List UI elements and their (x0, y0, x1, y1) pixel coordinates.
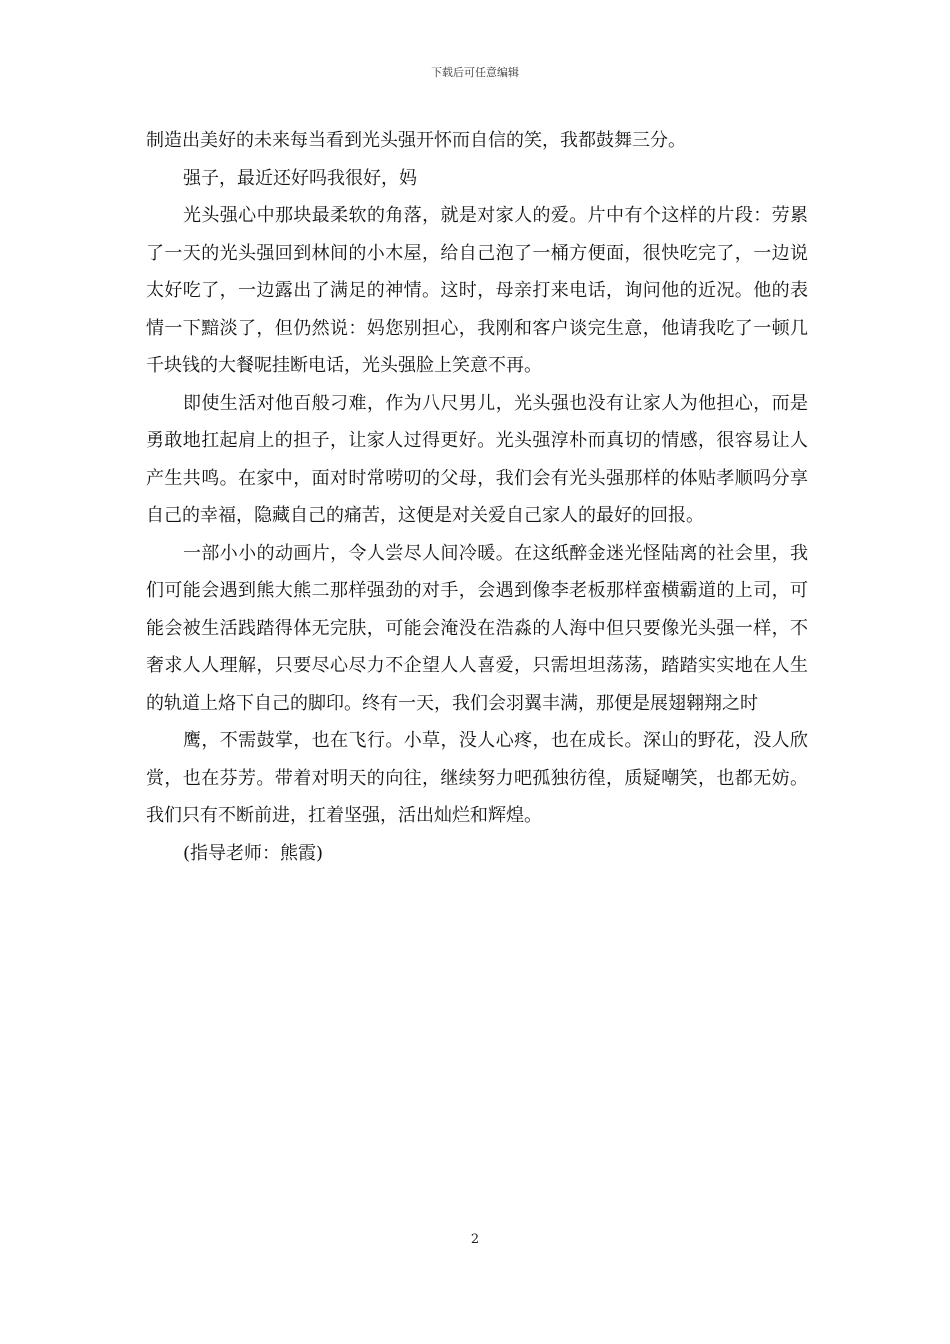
page-header: 下载后可任意编辑 (431, 66, 519, 79)
paragraph-6: 鹰，不需鼓掌，也在飞行。小草，没人心疼，也在成长。深山的野花，没人欣赏，也在芬芳。带着对明天的向往，继续努力吧孤独彷徨，质疑嘲笑，也都无妨。我们只有不断前进，扛着坚强，活出灿烂和辉煌。 (146, 730, 808, 826)
paragraph-4: 即使生活对他百般刁难，作为八尺男儿，光头强也没有让家人为他担心，而是勇敢地扛起肩上的担子，让家人过得更好。光头强淳朴而真切的情感，很容易让人产生共鸣。在家中，面对时常唠叨的父母，我们会有光头强那样的体贴孝顺吗分享自己的幸福，隐藏自己的痛苦，这便是对关爱自己家人的最好的回报。 (146, 392, 808, 526)
page-number: 2 (470, 1232, 480, 1247)
paragraph-3: 光头强心中那块最柔软的角落，就是对家人的爱。片中有个这样的片段：劳累了一天的光头强回到林间的小木屋，给自己泡了一桶方便面，很快吃完了，一边说太好吃了，一边露出了满足的神情。这时，母亲打来电话，询问他的近况。他的表情一下黯淡了，但仍然说：妈您别担心，我刚和客户谈完生意，他请我吃了一顿几千块钱的大餐呢挂断电话，光头强脸上笑意不再。 (146, 205, 808, 376)
teacher-credit: (指导老师：熊霞) (183, 842, 324, 864)
paragraph-5: 一部小小的动画片，令人尝尽人间冷暖。在这纸醉金迷光怪陆离的社会里，我们可能会遇到熊大熊二那样强劲的对手，会遇到像李老板那样蛮横霸道的上司，可能会被生活践踏得体无完肤，可能会淹没在浩淼的人海中但只要像光头强一样，不奢求人人理解，只要尽心尽力不企望人人喜爱，只需坦坦荡荡，踏踏实实地在人生的轨道上烙下自己的脚印。终有一天，我们会羽翼丰满，那便是展翅翱翔之时 (146, 542, 808, 714)
document-body (146, 122, 808, 872)
paragraph-1: 制造出美好的未来每当看到光头强开怀而自信的笑，我都鼓舞三分。 (146, 130, 686, 151)
paragraph-2: 强子，最近还好吗我很好，妈 (183, 167, 417, 189)
